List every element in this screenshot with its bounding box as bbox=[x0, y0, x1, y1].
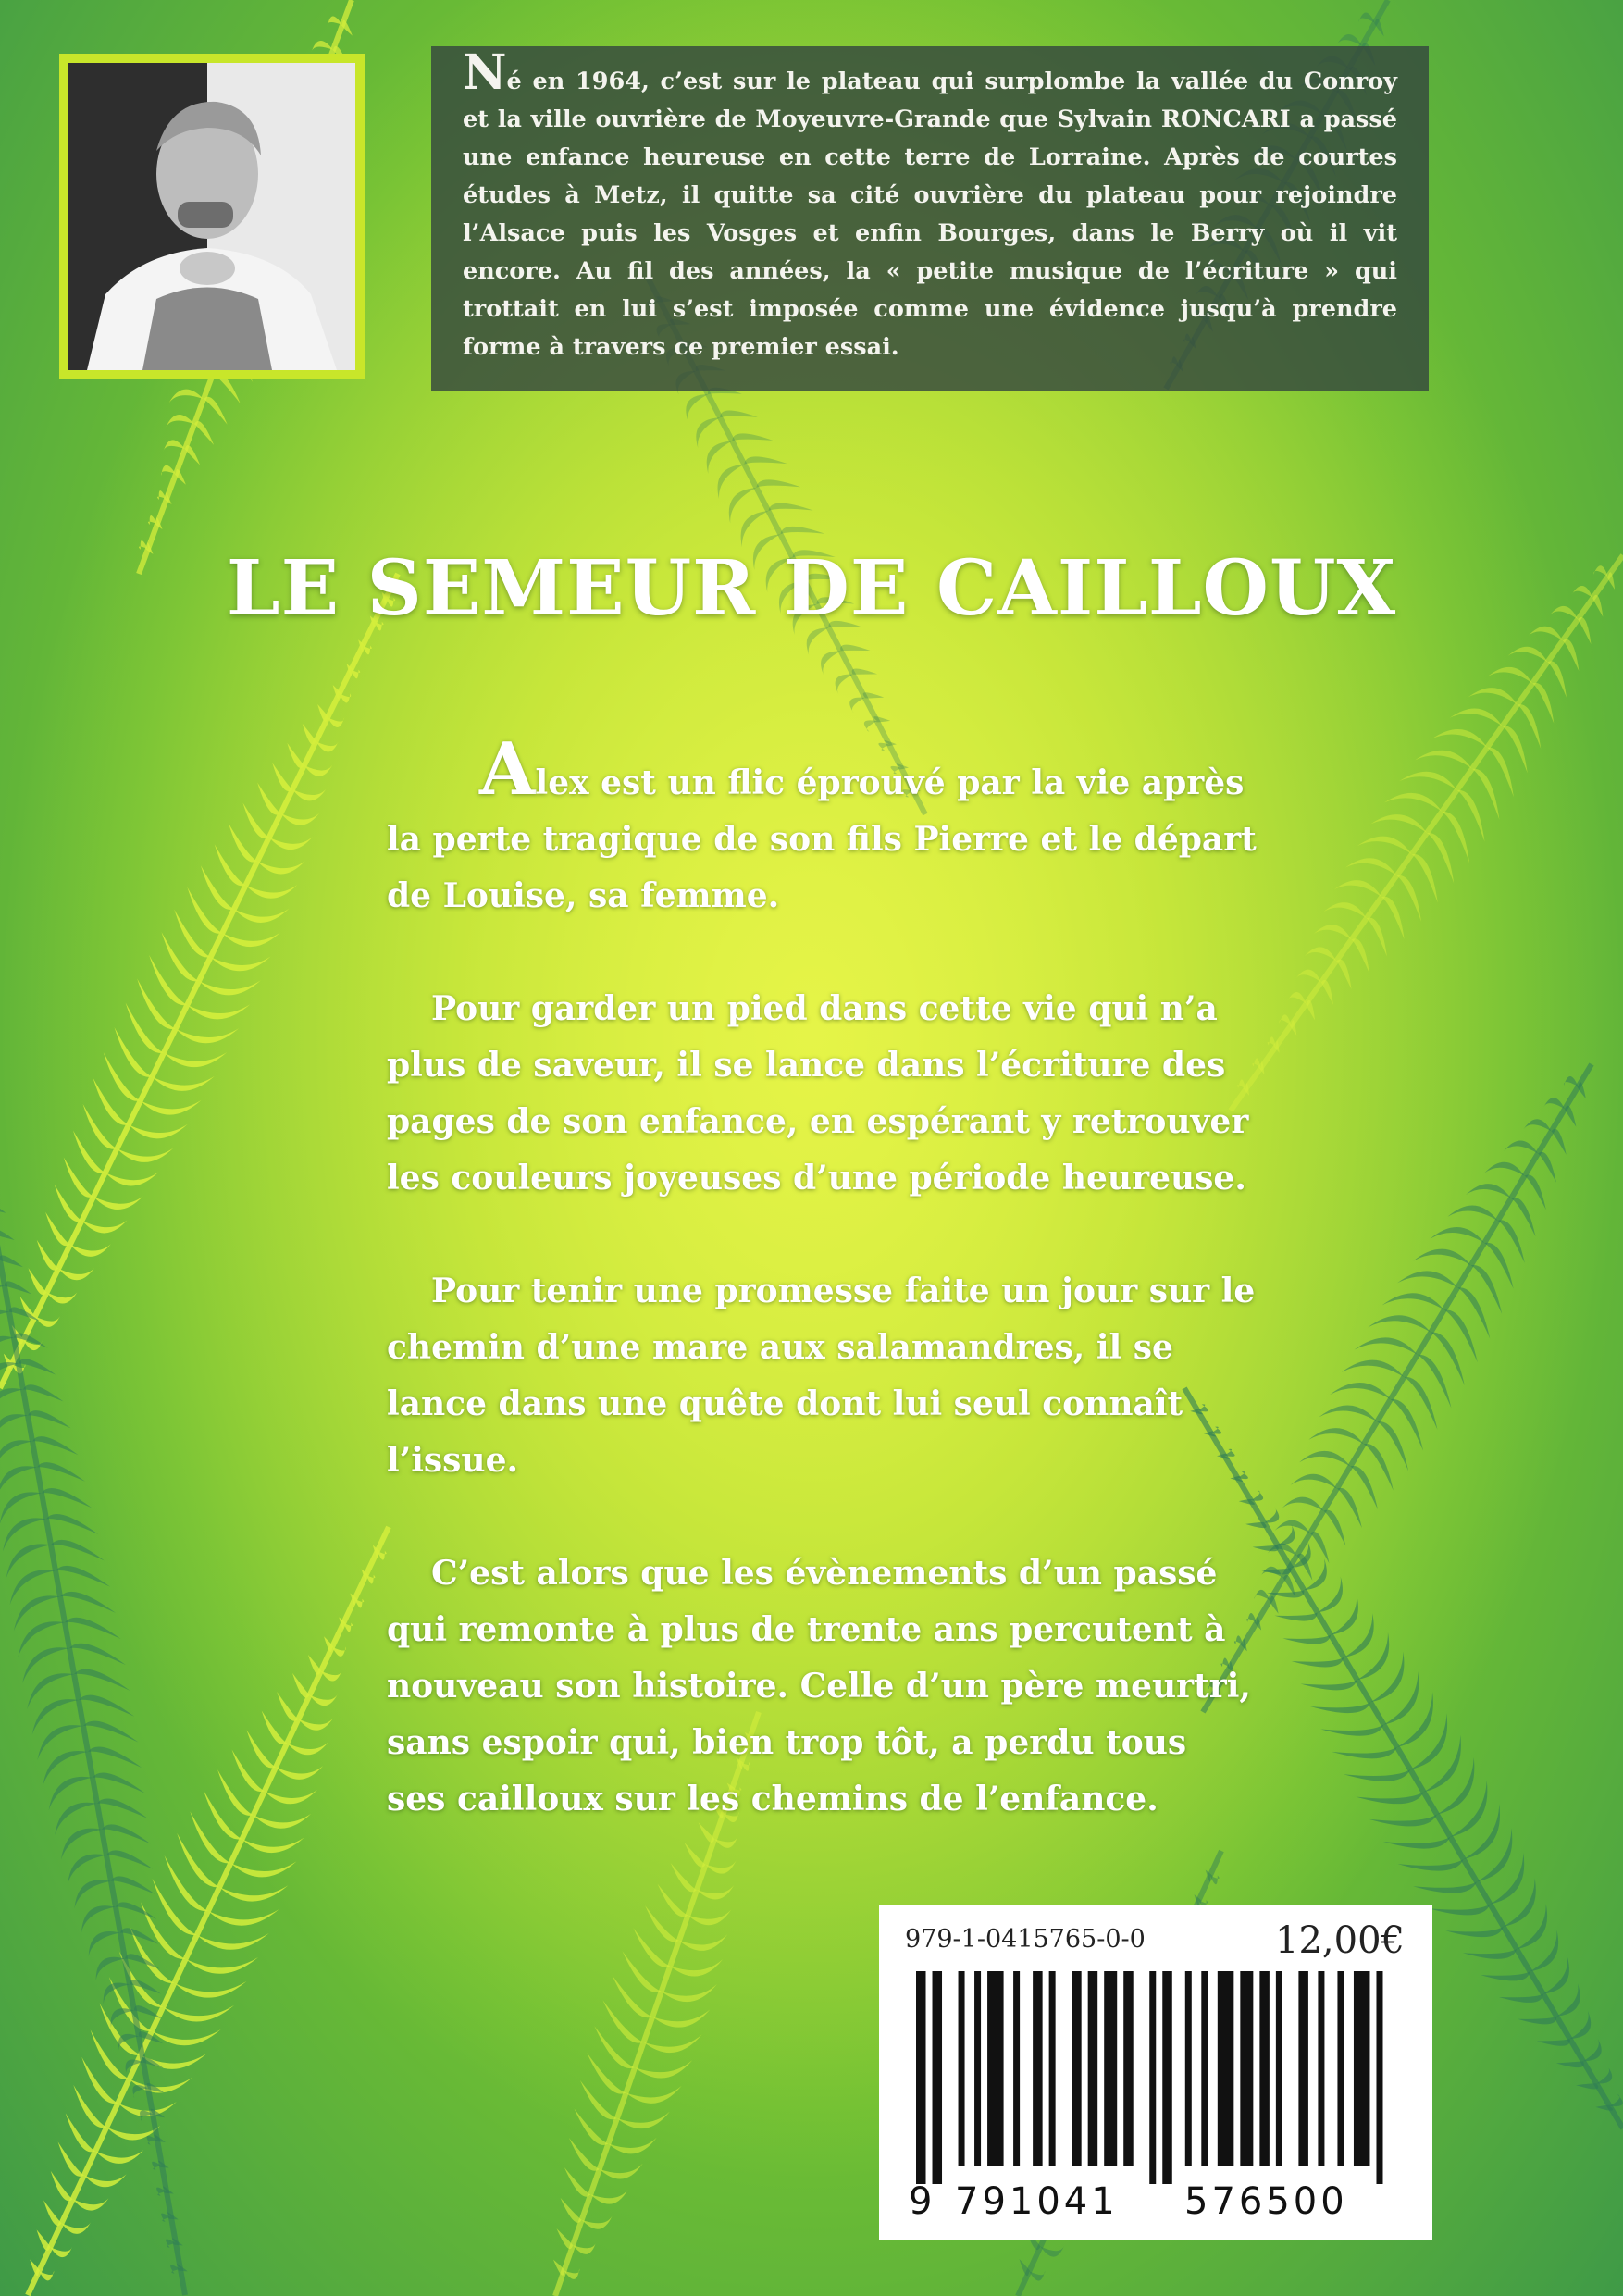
isbn-number: 979-1-0415765-0-0 bbox=[905, 1925, 1146, 1954]
barcode-icon bbox=[909, 1971, 1397, 2223]
author-photo bbox=[68, 63, 355, 370]
bio-dropcap: N bbox=[463, 44, 507, 101]
bio-text: é en 1964, c’est sur le plateau qui surplombe la vallée du Conroy et la ville ouvrière de Moyeuvre-Grande que Sylvain RONCARI a passé une enfance heureuse en cette terre de Lorraine. Après de courtes études à Metz, il quitte sa cité ouvrière du plateau pour rejoindre l’Alsace puis les Vosges et enfin Bourges, dans le Berry où il vit encore. Au fil des années, la « petite musique de l’écriture » qui trottait en lui s’est imposée comme une évidence jusqu’à prendre forme à travers ce premier essai. bbox=[463, 68, 1397, 361]
barcode-digit-first: 9 bbox=[909, 2180, 933, 2223]
author-photo-frame bbox=[59, 54, 365, 379]
blurb-paragraph-2: Pour garder un pied dans cette vie qui n’a plus de saveur, il se lance dans l’écriture des pages de son enfance, en espérant y retrouver les couleurs joyeuses d’une période heureuse. bbox=[387, 989, 1249, 1198]
blurb-paragraph-3: Pour tenir une promesse faite un jour sur le chemin d’une mare aux salamandres, il se lance dans une quête dont lui seul connaît l’issue. bbox=[387, 1272, 1256, 1480]
price: 12,00€ bbox=[1275, 1919, 1405, 1962]
barcode-digits-left: 791041 bbox=[955, 2180, 1119, 2223]
blurb-paragraph-4: C’est alors que les évènements d’un passé qui remonte à plus de trente ans percutent à nouveau son histoire. Celle d’un père meurtri, sans espoir qui, bien trop tôt, a perdu tous ses cailloux sur les chemins de l’enfance. bbox=[387, 1554, 1251, 1818]
author-bio bbox=[463, 44, 1397, 366]
barcode-digits-right: 576500 bbox=[1184, 2180, 1348, 2223]
author-bio-box bbox=[431, 46, 1429, 391]
barcode-box bbox=[879, 1905, 1432, 2240]
blurb-paragraph-1-text: lex est un flic éprouvé par la vie après la perte tragique de son fils Pierre et le départ de Louise, sa femme. bbox=[387, 763, 1257, 915]
blurb-paragraph-1 bbox=[387, 727, 1257, 925]
blurb-dropcap: A bbox=[479, 727, 536, 812]
book-blurb bbox=[387, 727, 1257, 1884]
book-title: LE SEMEUR DE CAILLOUX bbox=[226, 544, 1397, 633]
